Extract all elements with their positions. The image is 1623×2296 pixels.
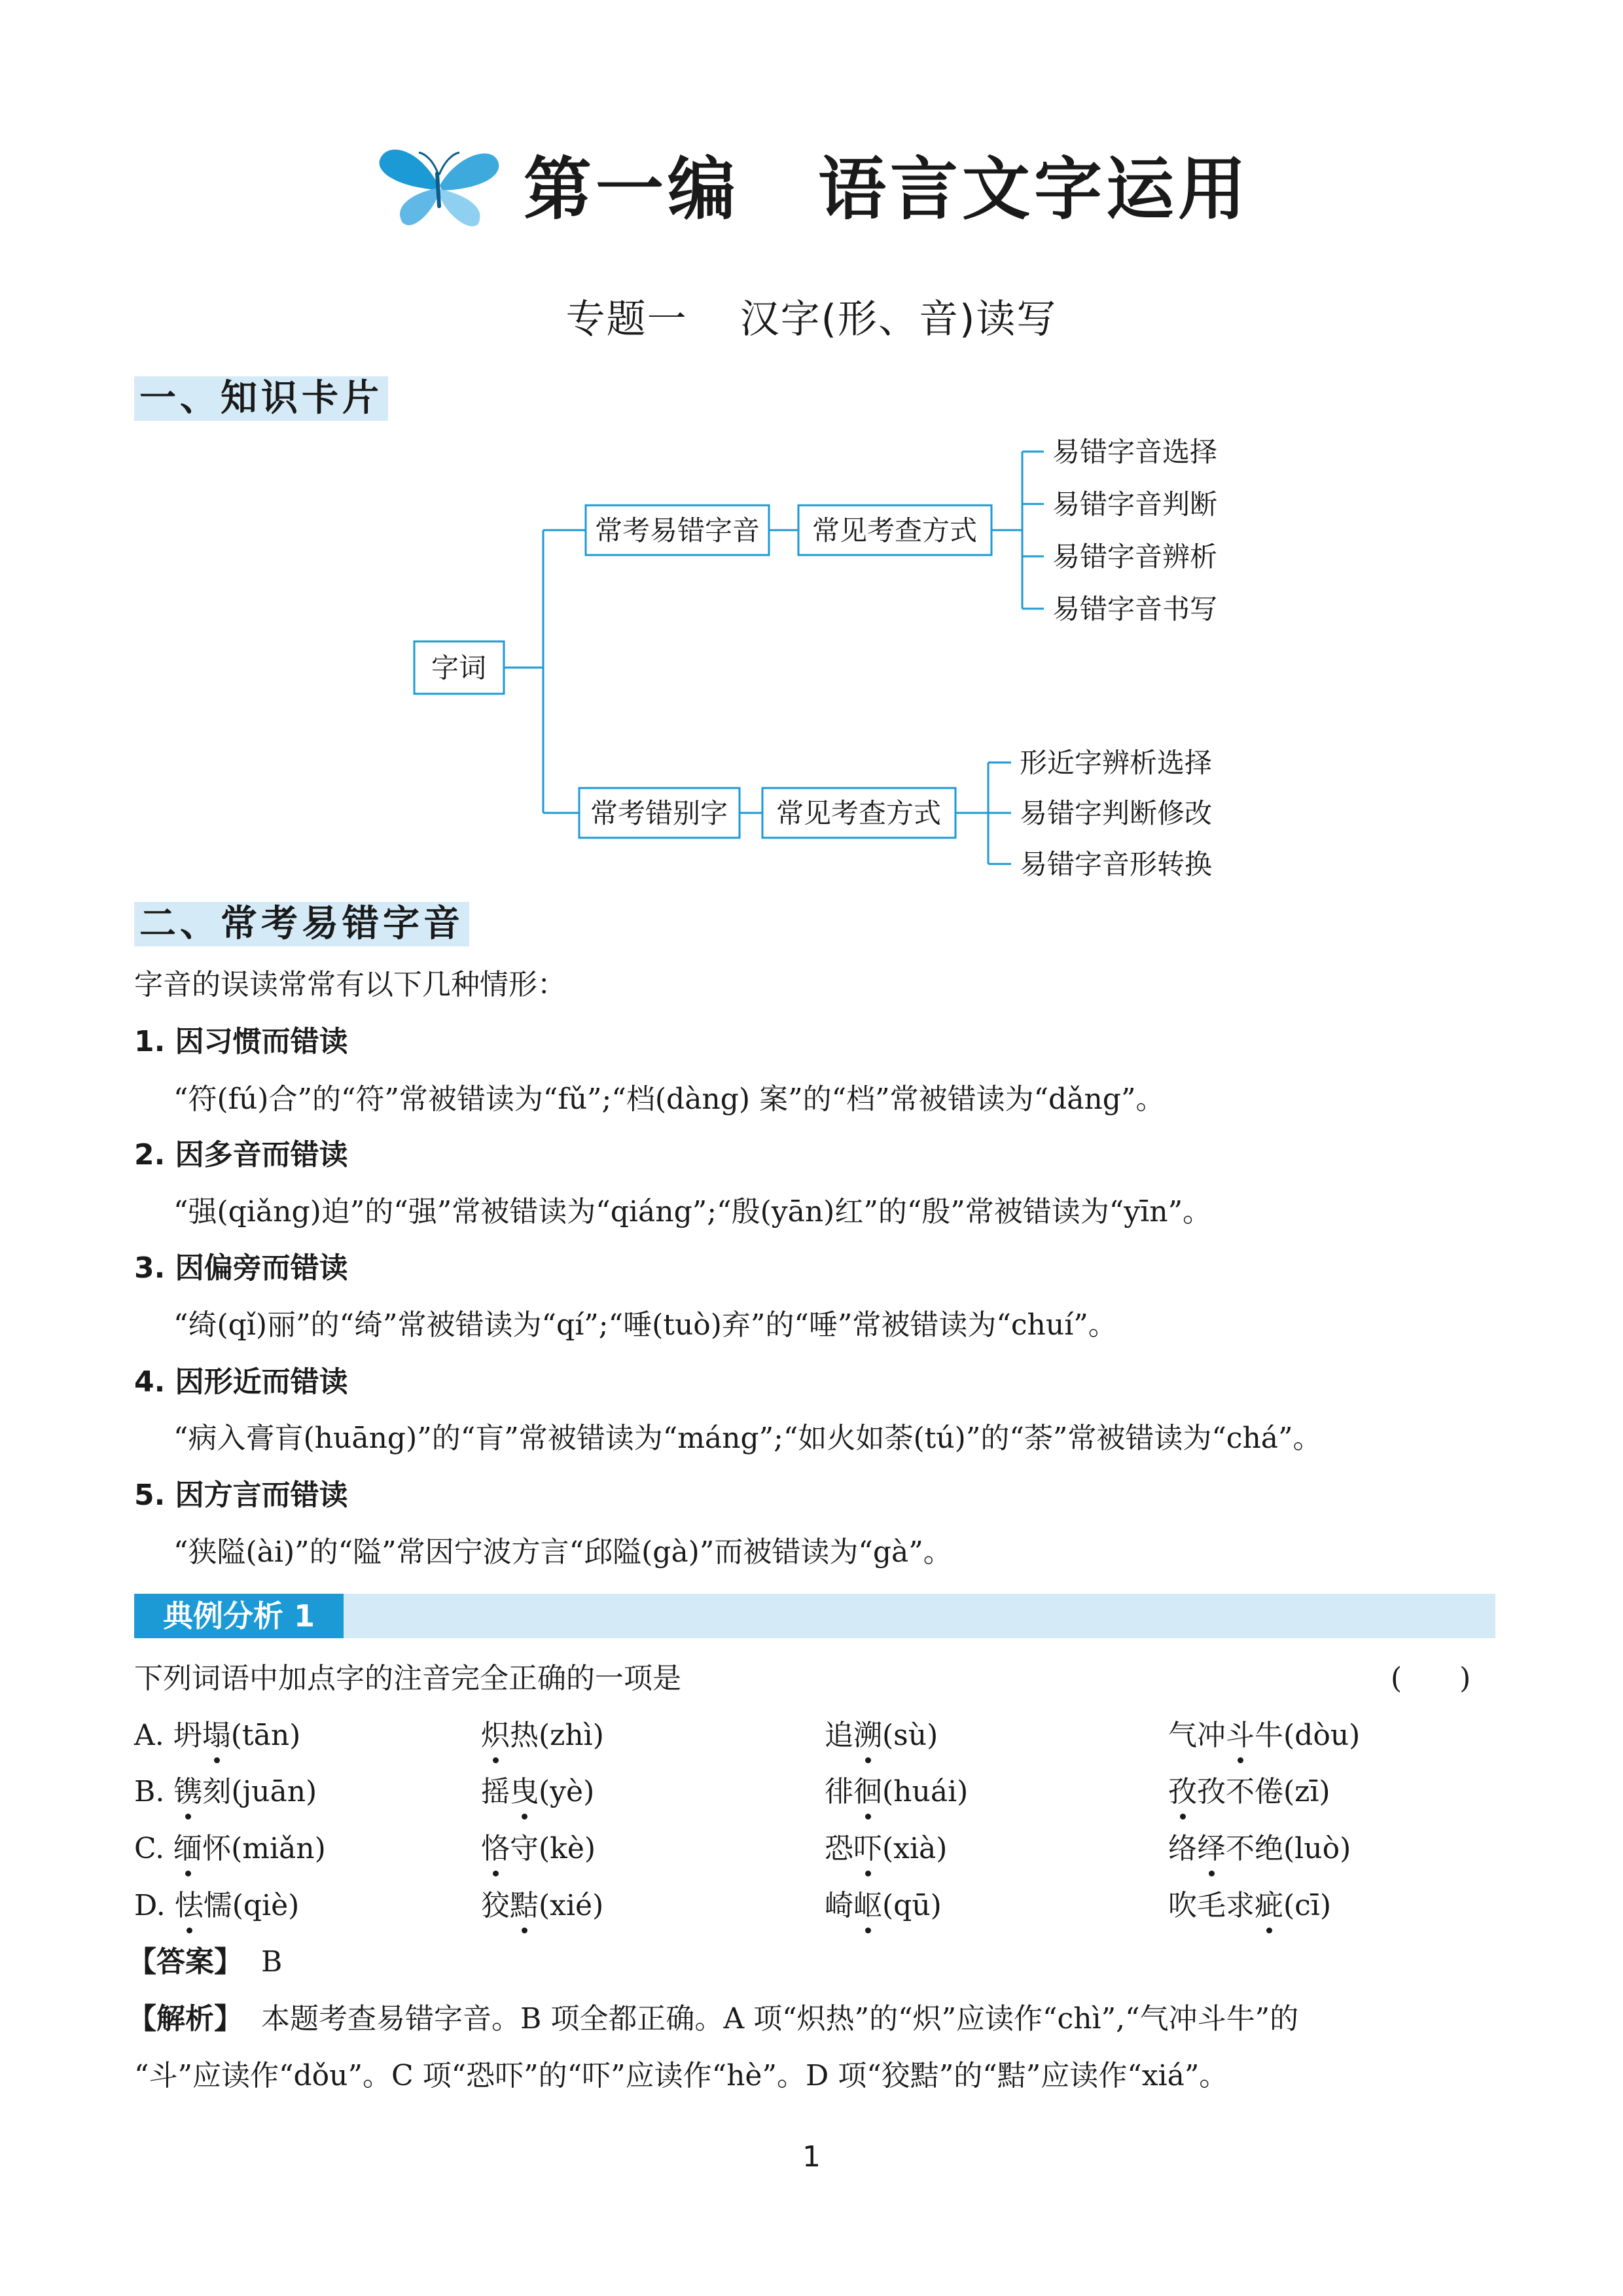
option-text: 崎: [825, 1889, 853, 1922]
option-letter: B.: [134, 1775, 174, 1808]
dotted-character: 绎: [1197, 1829, 1226, 1869]
option-pinyin: (yè): [539, 1775, 595, 1808]
mindmap-branch1-label: 常考易错字音: [594, 514, 760, 547]
mindmap-branch1-leaf: 易错字音判断: [1052, 488, 1218, 520]
option-item: [1168, 1886, 1331, 1926]
option-pinyin: (juān): [231, 1775, 317, 1808]
option-text: 怀: [202, 1832, 232, 1865]
example-bar: [134, 1594, 1495, 1638]
option-item: [481, 1829, 596, 1869]
dotted-character: 塌: [202, 1716, 231, 1755]
topic-name: 汉字(形、音)读写: [740, 296, 1058, 342]
topic-number: 专题一: [565, 296, 688, 342]
option-pinyin: (sù): [882, 1719, 938, 1752]
analysis-line: [128, 2000, 1495, 2039]
dotted-character: 徊: [853, 1772, 882, 1812]
dotted-character: 吓: [853, 1829, 882, 1869]
example-tag: 典例分析 1: [134, 1594, 344, 1638]
mindmap-branch2-leaf: 易错字音形转换: [1020, 848, 1213, 880]
option-item: [134, 1886, 299, 1926]
answer-value: B: [261, 1945, 283, 1979]
section-intro: 字音的误读常常有以下几种情形：: [134, 968, 566, 1001]
option-item: [825, 1886, 942, 1926]
option-pinyin: (miǎn): [231, 1832, 326, 1865]
error-type-heading: 4. 因形近而错读: [134, 1365, 348, 1399]
option-text: 徘: [825, 1775, 853, 1808]
option-pinyin: (luò): [1283, 1832, 1351, 1865]
option-item: [134, 1829, 326, 1869]
dotted-character: 疵: [1255, 1886, 1283, 1926]
option-text: 狡: [481, 1889, 510, 1922]
dotted-character: 岖: [853, 1886, 882, 1926]
dotted-character: 斗: [1226, 1716, 1255, 1755]
option-item: [481, 1886, 603, 1926]
option-text: 恐: [825, 1832, 853, 1865]
option-letter: A.: [134, 1719, 173, 1752]
error-type-example: “病入膏肓(huāng)”的“肓”常被错读为“máng”;“如火如荼(tú)”的“荼”常被错读为“chá”。: [173, 1422, 1322, 1455]
option-pinyin: (xié): [539, 1889, 604, 1922]
analysis-text-continued: “斗”应读作“dǒu”。C 项“恐吓”的“吓”应读作“hè”。D 项“狡黠”的“黠”应读作“xiá”。: [134, 2059, 1228, 2092]
option-pinyin: (dòu): [1283, 1719, 1361, 1752]
dotted-character: 炽: [481, 1716, 510, 1755]
option-item: [481, 1716, 604, 1755]
option-text: 吹毛求: [1168, 1889, 1255, 1922]
dotted-character: 缅: [173, 1829, 202, 1869]
option-pinyin: (qū): [882, 1889, 942, 1922]
option-item: [1168, 1716, 1360, 1755]
mindmap-diagram: [0, 419, 1623, 903]
option-item: [134, 1772, 317, 1812]
mindmap-branch2-label: 常考错别字: [590, 797, 728, 829]
part-number: 第一编: [523, 149, 740, 229]
mindmap-branch2-leaf: 易错字判断修改: [1020, 797, 1213, 829]
error-type-example: “狭隘(ài)”的“隘”常因宁波方言“邱隘(gà)”而被错读为“gà”。: [173, 1535, 952, 1569]
option-item: [1168, 1829, 1351, 1869]
part-title: [0, 134, 1623, 232]
butterfly-icon: [373, 134, 504, 232]
dotted-character: 怯: [175, 1886, 204, 1926]
error-type-example: “强(qiǎng)迫”的“强”常被错读为“qiáng”;“殷(yān)红”的“殷”常被错读为“yīn”。: [173, 1195, 1212, 1229]
mindmap-branch1-leaf: 易错字音选择: [1052, 436, 1218, 468]
section-heading-knowledge-card: 一、知识卡片: [134, 376, 388, 421]
option-pinyin: (xià): [882, 1832, 948, 1865]
option-text: 坍: [173, 1719, 202, 1752]
option-text: 守: [510, 1832, 539, 1865]
analysis-label: 【解析】: [128, 2002, 243, 2036]
mindmap-branch1-leaf: 易错字音书写: [1052, 593, 1218, 625]
option-text: 络: [1168, 1832, 1197, 1865]
option-text: 摇: [481, 1775, 510, 1808]
answer-label: 【答案】: [128, 1945, 243, 1979]
option-item: [1168, 1772, 1330, 1812]
topic-title: [0, 288, 1623, 344]
error-type-heading: 2. 因多音而错读: [134, 1138, 348, 1172]
option-text: 追: [825, 1719, 853, 1752]
option-letter: D.: [134, 1889, 175, 1922]
dotted-character: 曳: [510, 1772, 539, 1812]
option-text: 不绝: [1226, 1832, 1283, 1865]
option-text: 牛: [1255, 1719, 1283, 1752]
option-item: [825, 1716, 938, 1755]
part-name: 语言文字运用: [818, 149, 1251, 229]
mindmap-branch2-method: 常见考查方式: [776, 797, 942, 829]
dotted-character: 镌: [173, 1772, 202, 1812]
answer-blank: ( ): [1391, 1662, 1471, 1695]
option-item: [481, 1772, 594, 1812]
option-pinyin: (huái): [882, 1775, 969, 1808]
mindmap-branch1-leaf: 易错字音辨析: [1052, 541, 1218, 573]
mindmap-branch1-method: 常见考查方式: [812, 514, 978, 547]
dotted-character: 黠: [510, 1886, 539, 1926]
page-number: 1: [802, 2140, 821, 2174]
option-pinyin: (zī): [1283, 1775, 1330, 1808]
option-text: 刻: [202, 1775, 232, 1808]
dotted-character: 孜: [1168, 1772, 1197, 1812]
option-pinyin: (kè): [539, 1832, 596, 1865]
option-text: 热: [510, 1719, 539, 1752]
error-type-heading: 3. 因偏旁而错读: [134, 1251, 348, 1285]
option-text: 孜不倦: [1197, 1775, 1283, 1808]
dotted-character: 溯: [853, 1716, 882, 1755]
error-type-heading: 1. 因习惯而错读: [134, 1025, 348, 1058]
analysis-text: 本题考查易错字音。B 项全都正确。A 项“炽热”的“炽”应读作“chì”,“气冲斗牛”的: [261, 2002, 1299, 2036]
option-pinyin: (zhì): [539, 1719, 604, 1752]
option-pinyin: (qiè): [232, 1889, 300, 1922]
option-letter: C.: [134, 1832, 174, 1865]
option-item: [825, 1772, 968, 1812]
option-text: 懦: [203, 1889, 232, 1922]
mindmap-root: 字词: [431, 652, 487, 684]
option-item: [134, 1716, 300, 1755]
option-pinyin: (cī): [1283, 1889, 1332, 1922]
error-type-heading: 5. 因方言而错读: [134, 1479, 348, 1512]
question-text: 下列词语中加点字的注音完全正确的一项是: [134, 1662, 681, 1695]
dotted-character: 恪: [481, 1829, 510, 1869]
mindmap-branch2-leaf: 形近字辨析选择: [1020, 747, 1213, 779]
error-type-example: “符(fú)合”的“符”常被错读为“fǔ”;“档(dàng) 案”的“档”常被错读为“dǎng”。: [173, 1083, 1165, 1116]
option-text: 气冲: [1168, 1719, 1226, 1752]
answer-line: [128, 1943, 282, 1982]
option-pinyin: (tān): [230, 1719, 301, 1752]
error-type-example: “绮(qǐ)丽”的“绮”常被错读为“qí”;“唾(tuò)弃”的“唾”常被错读为“chuí”。: [173, 1308, 1117, 1342]
option-item: [825, 1829, 947, 1869]
section-heading-common-errors: 二、常考易错字音: [134, 902, 469, 946]
